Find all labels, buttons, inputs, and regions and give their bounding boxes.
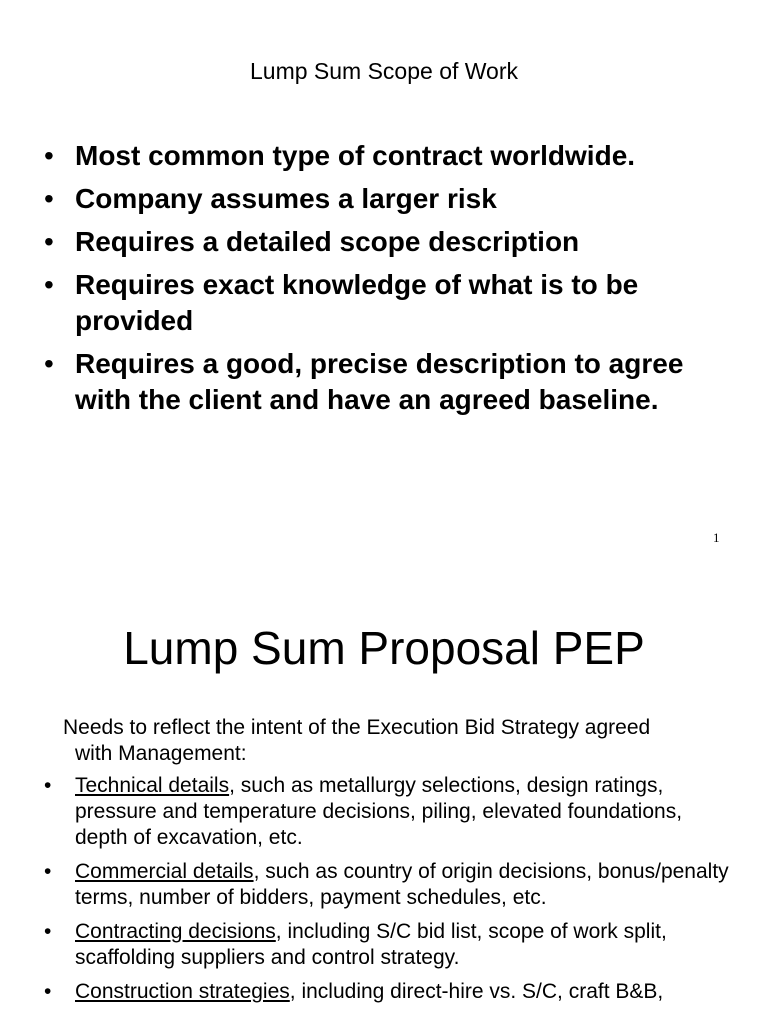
bullet-item (44, 979, 734, 1005)
bullet-text: Requires a detailed scope description (75, 226, 580, 257)
bullet-item (44, 224, 744, 260)
bullet-text: Company assumes a larger risk (75, 183, 497, 214)
bullet-heading: Technical details (75, 774, 230, 797)
page-number: 1 (713, 530, 720, 545)
bullet-icon: • (44, 920, 52, 943)
slide-1-title: Lump Sum Scope of Work (249, 58, 519, 84)
bullet-item (44, 773, 734, 851)
bullet-item (44, 181, 744, 217)
bullet-icon: • (44, 774, 52, 797)
intro-line-1: Needs to reflect the intent of the Execution Bid Strategy agreed (63, 716, 651, 739)
bullet-item (44, 346, 744, 418)
bullet-heading: Contracting decisions (75, 920, 276, 943)
bullet-text: , such as metallurgy selections, design ratings, pressure and temperature decisions, piling, elevated foundations, depth of excavation, etc. (75, 774, 683, 849)
bullet-icon: • (44, 980, 52, 1003)
bullet-heading: Construction strategies (75, 980, 290, 1003)
bullet-icon: • (44, 226, 54, 257)
bullet-icon: • (44, 269, 54, 300)
slide-2-title: Lump Sum Proposal PEP (123, 622, 645, 674)
intro-line-2: with Management: (75, 742, 247, 765)
bullet-text: Requires a good, precise description to agree with the client and have an agreed baseline. (75, 348, 684, 415)
slide-2 (0, 560, 768, 1024)
bullet-text: , including direct-hire vs. S/C, craft B&B, (289, 980, 664, 1003)
bullet-icon: • (44, 183, 54, 214)
bullet-item (44, 859, 734, 911)
intro-paragraph (63, 715, 743, 767)
bullet-text: Most common type of contract worldwide. (75, 140, 636, 171)
slide-1-bullet-list (44, 138, 744, 425)
bullet-icon: • (44, 140, 54, 171)
bullet-text: , including S/C bid list, scope of work split, scaffolding suppliers and control strategy. (75, 920, 667, 969)
slide-2-bullet-list (44, 773, 734, 1013)
bullet-text: Requires exact knowledge of what is to be provided (75, 269, 639, 336)
bullet-item (44, 919, 734, 971)
bullet-heading: Commercial details (75, 860, 254, 883)
bullet-item (44, 138, 744, 174)
bullet-icon: • (44, 348, 54, 379)
bullet-item (44, 267, 744, 339)
bullet-icon: • (44, 860, 52, 883)
bullet-text: , such as country of origin decisions, bonus/penalty terms, number of bidders, payment schedules, etc. (75, 860, 729, 909)
